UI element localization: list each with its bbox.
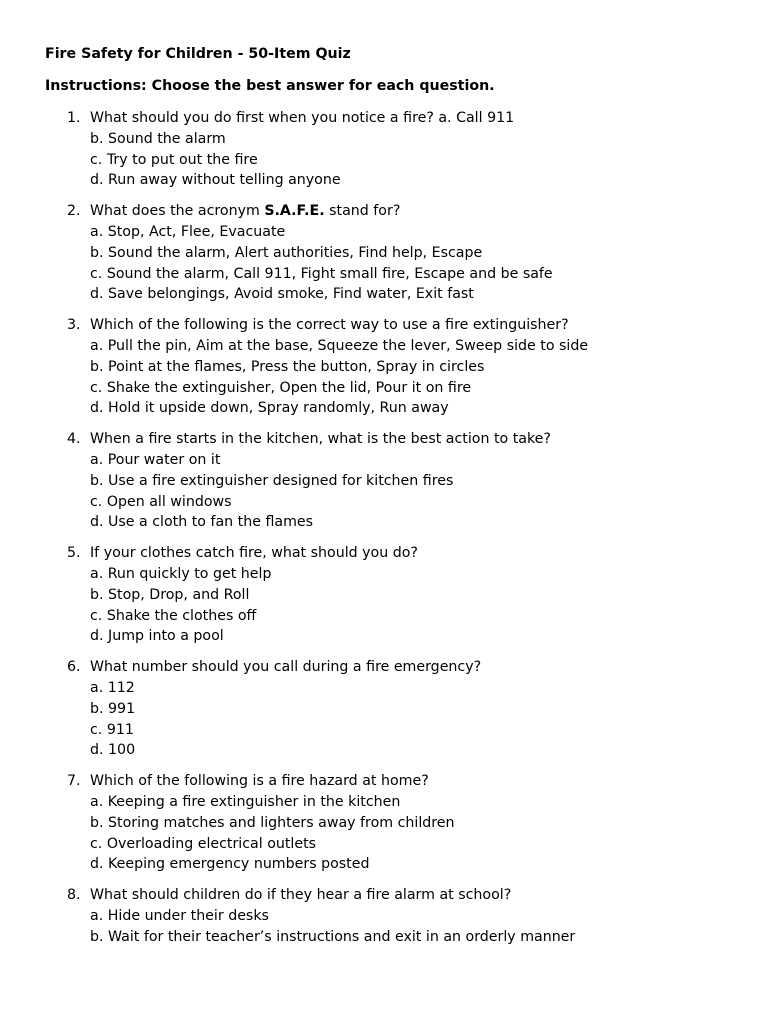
answer-option: a. Keeping a fire extinguisher in the kitchen xyxy=(90,793,401,810)
answer-options xyxy=(90,222,768,305)
answer-option: b. Sound the alarm xyxy=(90,130,226,147)
answer-option: c. Shake the extinguisher, Open the lid, Pour it on fire xyxy=(90,379,472,396)
question-text: What should you do first when you notice a fire? a. Call 911 xyxy=(90,110,515,126)
question-text: If your clothes catch fire, what should you do? xyxy=(90,545,418,562)
acronym-safe: S.A.F.E. xyxy=(264,203,325,220)
question-item xyxy=(45,108,768,191)
document-title: Fire Safety for Children - 50-Item Quiz xyxy=(45,46,351,62)
answer-option: c. Open all windows xyxy=(90,493,232,510)
question-text-start: What does the acronym xyxy=(90,203,265,220)
answer-option: c. Try to put out the fire xyxy=(90,151,258,168)
answer-option: c. 911 xyxy=(90,721,134,738)
question-item xyxy=(45,885,768,947)
answer-options xyxy=(90,450,768,533)
question-text: What should children do if they hear a fire alarm at school? xyxy=(90,887,512,904)
answer-option: b. Point at the flames, Press the button, Spray in circles xyxy=(90,358,485,375)
question-text: When a fire starts in the kitchen, what is the best action to take? xyxy=(90,431,551,448)
question-text: Which of the following is the correct way to use a fire extinguisher? xyxy=(90,317,569,334)
question-number: 6. xyxy=(67,659,81,676)
question-number: 3. xyxy=(67,317,81,334)
answer-option: b. Storing matches and lighters away from children xyxy=(90,814,455,831)
answer-option: b. 991 xyxy=(90,700,136,717)
answer-options xyxy=(90,336,768,419)
question-number: 2. xyxy=(67,203,81,220)
question-item xyxy=(45,429,768,533)
answer-option: a. 112 xyxy=(90,679,135,696)
answer-option: d. Run away without telling anyone xyxy=(90,172,341,189)
answer-option: b. Stop, Drop, and Roll xyxy=(90,586,250,603)
question-item xyxy=(45,315,768,419)
document-instructions: Instructions: Choose the best answer for each question. xyxy=(45,78,495,94)
answer-option: b. Wait for their teacher’s instructions and exit in an orderly manner xyxy=(90,928,576,945)
question-item xyxy=(45,201,768,305)
answer-option: d. Keeping emergency numbers posted xyxy=(90,856,370,873)
answer-option: c. Overloading electrical outlets xyxy=(90,835,317,852)
question-text: Which of the following is a fire hazard at home? xyxy=(90,773,429,790)
answer-options xyxy=(90,678,768,761)
answer-option: a. Pour water on it xyxy=(90,451,221,468)
answer-option: d. Use a cloth to fan the flames xyxy=(90,514,314,531)
answer-option: d. 100 xyxy=(90,742,136,759)
answer-option: a. Run quickly to get help xyxy=(90,565,272,582)
question-text: What number should you call during a fire emergency? xyxy=(90,659,482,676)
answer-option: c. Shake the clothes off xyxy=(90,607,257,624)
answer-option: a. Pull the pin, Aim at the base, Squeeze the lever, Sweep side to side xyxy=(90,337,589,354)
question-list xyxy=(45,108,768,947)
answer-option: b. Sound the alarm, Alert authorities, Find help, Escape xyxy=(90,244,483,261)
answer-option: d. Jump into a pool xyxy=(90,628,224,645)
answer-option: a. Stop, Act, Flee, Evacuate xyxy=(90,223,286,240)
question-number: 4. xyxy=(67,431,81,448)
question-text xyxy=(90,201,768,222)
answer-options xyxy=(90,906,768,948)
answer-options xyxy=(90,564,768,647)
answer-options xyxy=(90,792,768,875)
question-number: 5. xyxy=(67,545,81,562)
answer-option: b. Use a fire extinguisher designed for kitchen fires xyxy=(90,472,454,489)
answer-options xyxy=(90,129,768,191)
answer-option: a. Hide under their desks xyxy=(90,907,269,924)
question-text-end: stand for? xyxy=(324,203,401,220)
question-number: 1. xyxy=(67,110,81,126)
answer-option: d. Save belongings, Avoid smoke, Find water, Exit fast xyxy=(90,286,474,303)
question-item xyxy=(45,543,768,647)
answer-option: d. Hold it upside down, Spray randomly, Run away xyxy=(90,400,449,417)
question-number: 7. xyxy=(67,773,81,790)
question-item xyxy=(45,657,768,761)
question-item xyxy=(45,771,768,875)
answer-option: c. Sound the alarm, Call 911, Fight small fire, Escape and be safe xyxy=(90,265,553,282)
question-number: 8. xyxy=(67,887,81,904)
